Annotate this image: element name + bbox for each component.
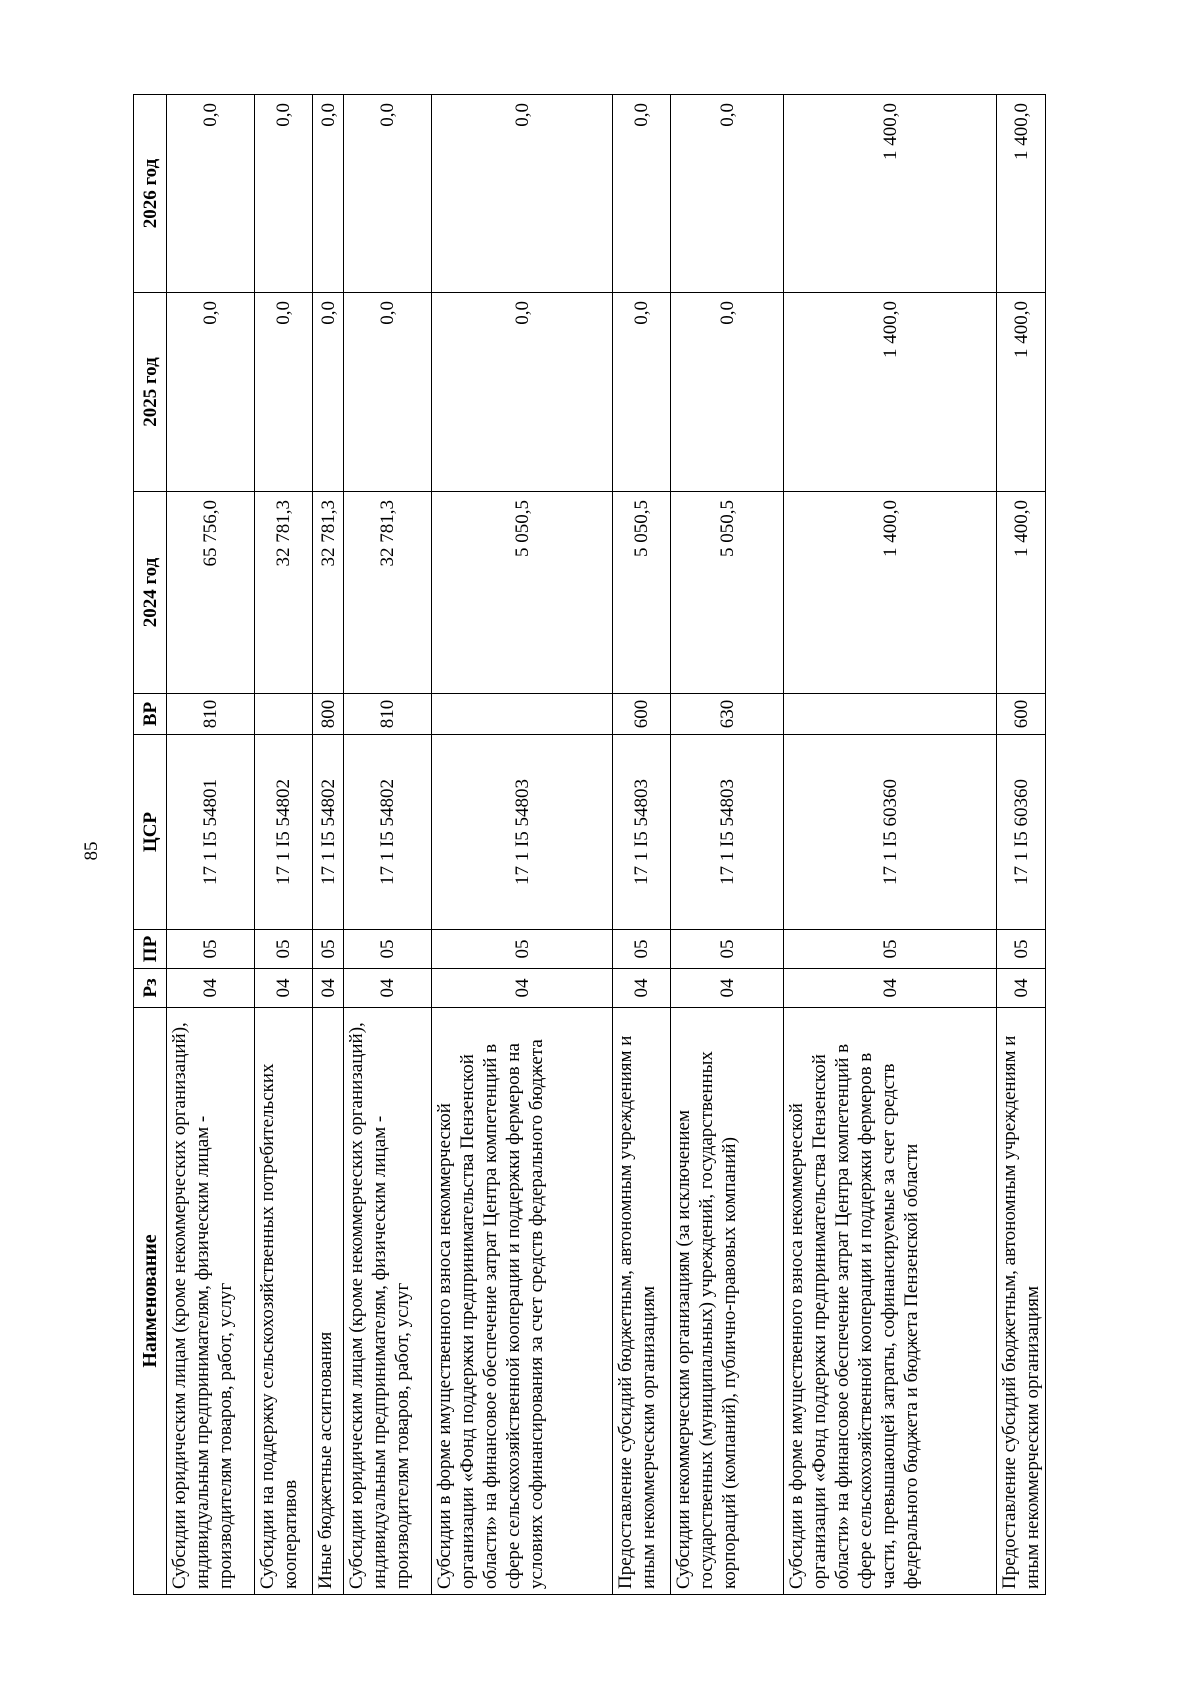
cell-name: Субсидии некоммерческим организациям (за исключением государственных (муниципальных) учреждений, государственных корпораций (компаний), публично-правовых компаний) — [671, 1008, 784, 1595]
cell-rz: 04 — [167, 969, 255, 1008]
cell-pr: 05 — [255, 930, 313, 969]
cell-pr: 05 — [432, 930, 613, 969]
cell-name: Предоставление субсидий бюджетным, автономным учреждениям и иным некоммерческим организациям — [613, 1008, 671, 1595]
page-number: 85 — [81, 841, 102, 861]
cell-vr — [432, 694, 613, 735]
cell-name: Субсидии в форме имущественного взноса некоммерческой организации «Фонд поддержки предпринимательства Пензенской области» на финансовое обеспечение затрат Центра компетенций в сфере сельскохозяйственной кооперации и поддержки фермеров на условиях софинансирования за счет средств федерального бюджета — [432, 1008, 613, 1595]
table-row — [255, 95, 313, 1595]
cell-vr — [784, 694, 997, 735]
cell-name: Субсидии юридическим лицам (кроме некоммерческих организаций), индивидуальным предпринимателям, физическим лицам - производителям товаров, работ, услуг — [167, 1008, 255, 1595]
cell-vr: 810 — [167, 694, 255, 735]
cell-vr: 600 — [613, 694, 671, 735]
table-header-row — [134, 95, 167, 1595]
cell-rz: 04 — [784, 969, 997, 1008]
cell-2025: 0,0 — [255, 293, 313, 492]
cell-2025: 0,0 — [167, 293, 255, 492]
cell-2025: 1 400,0 — [784, 293, 997, 492]
table-row — [432, 95, 613, 1595]
budget-table — [133, 94, 1046, 1595]
header-pr: ПР — [134, 930, 167, 969]
cell-csr: 17 1 I5 54803 — [671, 735, 784, 930]
cell-rz: 04 — [997, 969, 1046, 1008]
cell-csr: 17 1 I5 54803 — [432, 735, 613, 930]
cell-csr: 17 1 I5 60360 — [997, 735, 1046, 930]
cell-rz: 04 — [432, 969, 613, 1008]
cell-vr: 800 — [313, 694, 344, 735]
cell-2026: 0,0 — [613, 95, 671, 293]
cell-csr: 17 1 I5 54802 — [344, 735, 432, 930]
cell-2026: 0,0 — [167, 95, 255, 293]
cell-pr: 05 — [344, 930, 432, 969]
cell-vr: 810 — [344, 694, 432, 735]
cell-csr: 17 1 I5 54802 — [313, 735, 344, 930]
cell-2024: 65 756,0 — [167, 492, 255, 694]
cell-vr — [255, 694, 313, 735]
cell-2025: 0,0 — [344, 293, 432, 492]
cell-name: Субсидии в форме имущественного взноса некоммерческой организации «Фонд поддержки предпринимательства Пензенской области» на финансовое обеспечение затрат Центра компетенций в сфере сельскохозяйственной кооперации и поддержки фермеров в части, превышающей затраты, софинансируемые за счет средств федерального бюджета и бюджета Пензенской области — [784, 1008, 997, 1595]
cell-pr: 05 — [784, 930, 997, 969]
cell-csr: 17 1 I5 54802 — [255, 735, 313, 930]
cell-pr: 05 — [613, 930, 671, 969]
cell-2026: 1 400,0 — [997, 95, 1046, 293]
cell-rz: 04 — [344, 969, 432, 1008]
table-row — [613, 95, 671, 1595]
header-2025: 2025 год — [134, 293, 167, 492]
cell-rz: 04 — [613, 969, 671, 1008]
cell-2026: 0,0 — [671, 95, 784, 293]
cell-2026: 0,0 — [344, 95, 432, 293]
cell-2024: 5 050,5 — [432, 492, 613, 694]
cell-2026: 0,0 — [313, 95, 344, 293]
table-row — [671, 95, 784, 1595]
table-row — [997, 95, 1046, 1595]
table-row — [313, 95, 344, 1595]
cell-2025: 0,0 — [432, 293, 613, 492]
cell-rz: 04 — [671, 969, 784, 1008]
budget-table-frame — [133, 95, 1043, 1595]
cell-rz: 04 — [255, 969, 313, 1008]
cell-pr: 05 — [671, 930, 784, 969]
cell-2024: 32 781,3 — [344, 492, 432, 694]
table-row — [167, 95, 255, 1595]
cell-name: Субсидии юридическим лицам (кроме некоммерческих организаций), индивидуальным предпринимателям, физическим лицам - производителям товаров, работ, услуг — [344, 1008, 432, 1595]
cell-2024: 1 400,0 — [784, 492, 997, 694]
cell-2024: 32 781,3 — [313, 492, 344, 694]
cell-pr: 05 — [997, 930, 1046, 969]
cell-2025: 0,0 — [613, 293, 671, 492]
cell-csr: 17 1 I5 60360 — [784, 735, 997, 930]
cell-pr: 05 — [167, 930, 255, 969]
cell-2024: 1 400,0 — [997, 492, 1046, 694]
cell-2026: 0,0 — [255, 95, 313, 293]
cell-name: Субсидии на поддержку сельскохозяйственных потребительских кооперативов — [255, 1008, 313, 1595]
header-2024: 2024 год — [134, 492, 167, 694]
cell-vr: 600 — [997, 694, 1046, 735]
cell-vr: 630 — [671, 694, 784, 735]
cell-2024: 5 050,5 — [671, 492, 784, 694]
cell-name: Предоставление субсидий бюджетным, автономным учреждениям и иным некоммерческим организациям — [997, 1008, 1046, 1595]
header-rz: Рз — [134, 969, 167, 1008]
cell-2025: 0,0 — [671, 293, 784, 492]
cell-2025: 1 400,0 — [997, 293, 1046, 492]
cell-csr: 17 1 I5 54801 — [167, 735, 255, 930]
cell-2024: 5 050,5 — [613, 492, 671, 694]
table-row — [344, 95, 432, 1595]
header-vr: ВР — [134, 694, 167, 735]
header-name: Наименование — [134, 1008, 167, 1595]
cell-2025: 0,0 — [313, 293, 344, 492]
header-2026: 2026 год — [134, 95, 167, 293]
budget-table-rotator — [133, 95, 1043, 1595]
table-row — [784, 95, 997, 1595]
cell-csr: 17 1 I5 54803 — [613, 735, 671, 930]
cell-2026: 0,0 — [432, 95, 613, 293]
cell-pr: 05 — [313, 930, 344, 969]
cell-2026: 1 400,0 — [784, 95, 997, 293]
cell-name: Иные бюджетные ассигнования — [313, 1008, 344, 1595]
cell-rz: 04 — [313, 969, 344, 1008]
header-csr: ЦСР — [134, 735, 167, 930]
cell-2024: 32 781,3 — [255, 492, 313, 694]
